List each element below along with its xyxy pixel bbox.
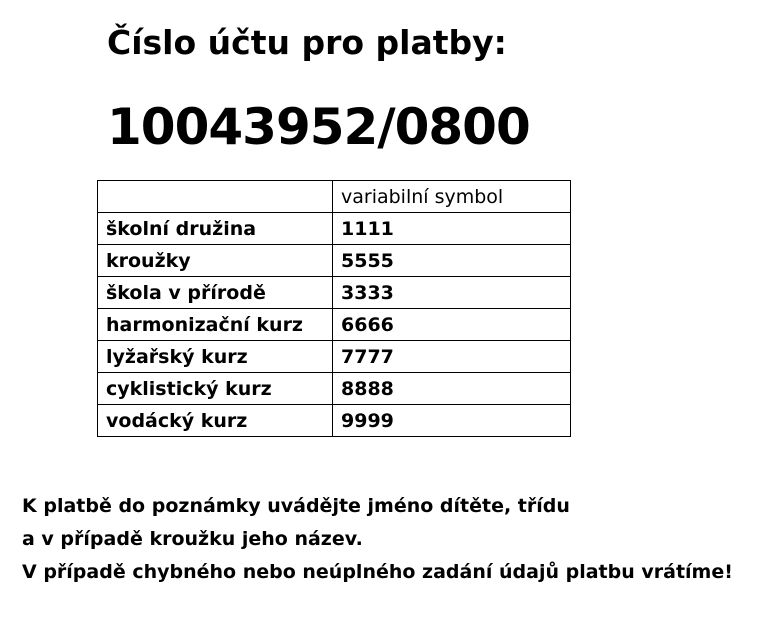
row-label: harmonizační kurz: [98, 309, 333, 341]
table-row: [98, 405, 571, 437]
row-symbol: 9999: [333, 405, 571, 437]
row-label: lyžařský kurz: [98, 341, 333, 373]
note-line: K platbě do poznámky uvádějte jméno dítěte, třídu: [22, 495, 570, 517]
header-empty-cell: [98, 181, 333, 213]
table-row: [98, 245, 571, 277]
note-line: a v případě kroužku jeho název.: [22, 528, 363, 550]
row-symbol: 8888: [333, 373, 571, 405]
row-label: vodácký kurz: [98, 405, 333, 437]
variable-symbol-table: [97, 180, 571, 437]
table-row: [98, 277, 571, 309]
page-title: Číslo účtu pro platby:: [107, 23, 507, 62]
payment-notes: [22, 490, 733, 589]
row-symbol: 5555: [333, 245, 571, 277]
table-row: [98, 309, 571, 341]
header-variable-symbol: variabilní symbol: [333, 181, 571, 213]
table-row: [98, 373, 571, 405]
row-label: kroužky: [98, 245, 333, 277]
row-label: školní družina: [98, 213, 333, 245]
table-row: [98, 341, 571, 373]
table-header-row: [98, 181, 571, 213]
row-symbol: 3333: [333, 277, 571, 309]
table-row: [98, 213, 571, 245]
row-label: cyklistický kurz: [98, 373, 333, 405]
row-label: škola v přírodě: [98, 277, 333, 309]
row-symbol: 7777: [333, 341, 571, 373]
account-number: 10043952/0800: [107, 98, 530, 156]
row-symbol: 1111: [333, 213, 571, 245]
note-line: V případě chybného nebo neúplného zadání údajů platbu vrátíme!: [22, 561, 733, 583]
row-symbol: 6666: [333, 309, 571, 341]
